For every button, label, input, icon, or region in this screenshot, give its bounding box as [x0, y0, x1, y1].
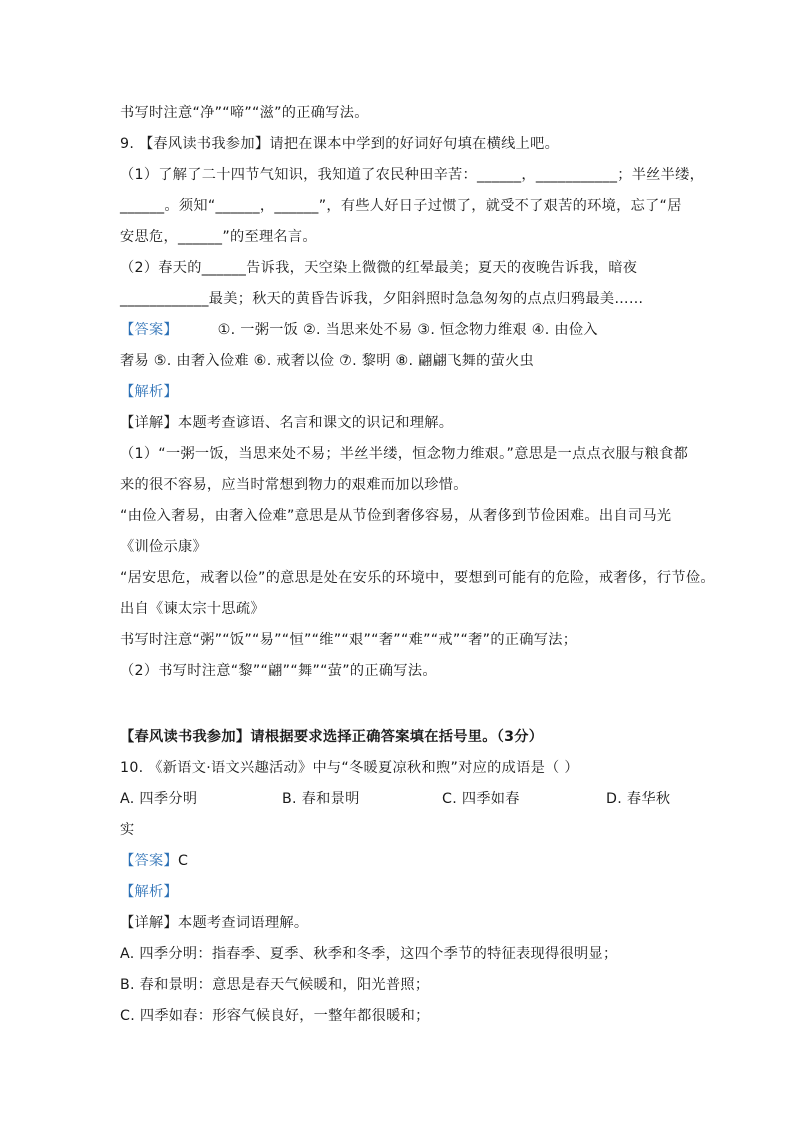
text-line: 书写时注意“粥”“饭”“易”“恒”“维”“艰”“奢”“难”“戒”“奢”的正确写法； — [120, 632, 578, 648]
text-line: （2）书写时注意“黎”“翩”“舞”“萤”的正确写法。 — [120, 663, 437, 679]
text-line: 【详解】本题考查词语理解。 — [120, 915, 309, 931]
text-line: （1）“一粥一饭，当思来处不易；半丝半缕，恒念物力维艰。”意思是一点点衣服与粮食都 — [120, 446, 689, 462]
answer-label: 【答案】 — [120, 322, 178, 338]
section-heading: 【春风读书我参加】请根据要求选择正确答案填在括号里。（3分） — [120, 729, 544, 745]
text-line: ______。须知“______，______”，有些人好日子过惯了，就受不了艰苦的环境，忘了“居 — [120, 198, 682, 214]
text-line: “居安思危，戒奢以俭”的意思是处在安乐的环境中，要想到可能有的危险，戒奢侈，行节俭。 — [120, 570, 715, 586]
question-10-title: 10. 《新语文·语文兴趣活动》中与“冬暖夏凉秋和煦”对应的成语是（ ） — [120, 760, 579, 776]
text-line: 《训俭示康》 — [120, 539, 207, 555]
option-b: B. 春和景明 — [282, 791, 360, 807]
answer-line — [120, 851, 680, 871]
text-line: 【详解】本题考查谚语、名言和课文的识记和理解。 — [120, 415, 454, 431]
answer-line — [120, 320, 680, 340]
answer-label: 【答案】 — [120, 853, 178, 869]
text-line: （2）春天的______告诉我，天空染上微微的红晕最美；夏天的夜晚告诉我，暗夜 — [120, 260, 638, 276]
option-a: A. 四季分明 — [120, 791, 198, 807]
text-line: 来的很不容易，应当时常想到物力的艰难而加以珍惜。 — [120, 477, 468, 493]
analysis-label: 【解析】 — [120, 384, 178, 400]
text-line: B. 春和景明：意思是春天气候暖和，阳光普照； — [120, 977, 430, 993]
text-line: C. 四季如春：形容气候良好，一整年都很暖和； — [120, 1008, 430, 1024]
text-line: 出自《谏太宗十思疏》 — [120, 601, 265, 617]
text-line: 奢易 ⑤. 由奢入俭难 ⑥. 戒奢以俭 ⑦. 黎明 ⑧. 翩翩飞舞的萤火虫 — [120, 353, 535, 369]
option-d: D. 春华秋 — [606, 791, 671, 807]
text-line: 安思危，______”的至理名言。 — [120, 229, 317, 245]
text-line: A. 四季分明：指春季、夏季、秋季和冬季，这四个季节的特征表现得很明显； — [120, 946, 618, 962]
analysis-label: 【解析】 — [120, 884, 178, 900]
answer-text: C — [177, 853, 189, 869]
question-9-title: 9. 【春风读书我参加】请把在课本中学到的好词好句填在横线上吧。 — [120, 136, 560, 152]
text-line: ____________最美；秋天的黄昏告诉我，夕阳斜照时急急匆匆的点点归鸦最美…… — [120, 291, 644, 307]
option-c: C. 四季如春 — [442, 791, 520, 807]
text-line: 书写时注意“净”“啼”“滋”的正确写法。 — [120, 105, 369, 121]
text-line: 实 — [120, 822, 135, 838]
text-line: （1）了解了二十四节气知识，我知道了农民种田辛苦：______，___________；半丝半缕， — [120, 167, 705, 183]
text-line: “由俭入奢易，由奢入俭难”意思是从节俭到奢侈容易，从奢侈到节俭困难。出自司马光 — [120, 508, 672, 524]
answer-text: ①. 一粥一饭 ②. 当思来处不易 ③. 恒念物力维艰 ④. 由俭入 — [217, 322, 598, 338]
